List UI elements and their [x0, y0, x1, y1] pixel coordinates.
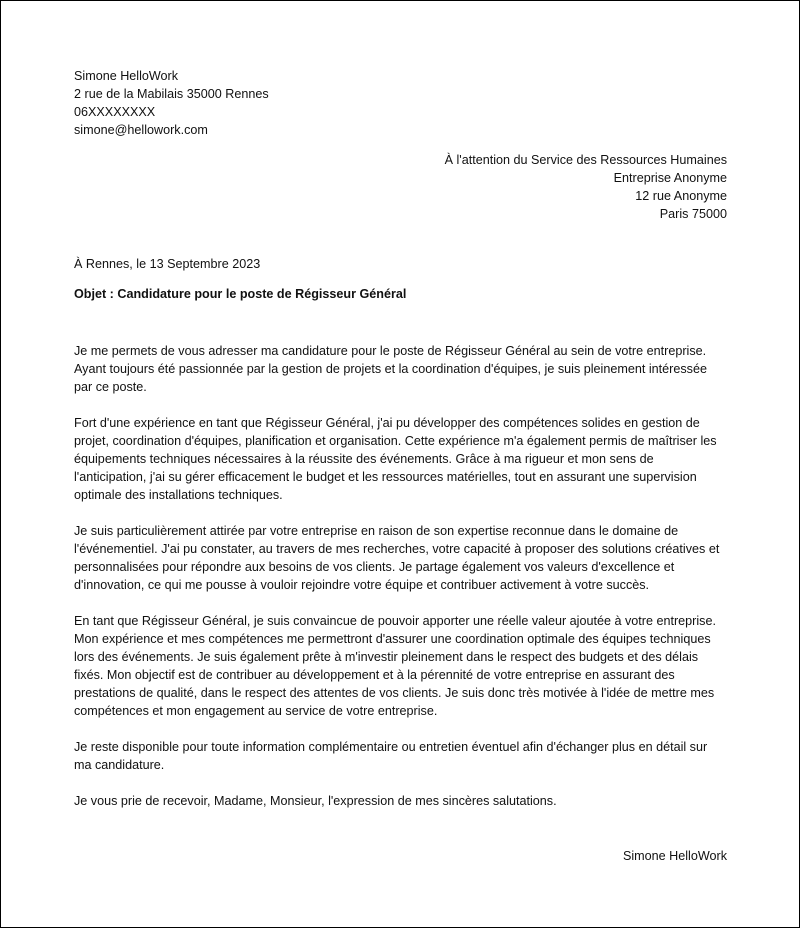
body-paragraph-experience: Fort d'une expérience en tant que Régisseur Général, j'ai pu développer des compétences solides en gestion de projet, coordination d'équipes, planification et organisation. Cette expérience m'a également permis de maîtriser les équipements techniques nécessaires à la réussite des événements. Grâce à ma rigueur et mon sens de l'anticipation, j'ai su gérer efficacement le budget et les ressources matérielles, tout en assurant une supervision optimale des installations techniques. — [74, 416, 717, 502]
body-paragraph-closing: Je vous prie de recevoir, Madame, Monsieur, l'expression de mes sincères salutations. — [74, 794, 557, 808]
body-paragraph-motivation: Je suis particulièrement attirée par votre entreprise en raison de son expertise reconnue dans le domaine de l'événementiel. J'ai pu constater, au travers de mes recherches, votre capacité à proposer des solutions créatives et personnalisées pour répondre aux besoins de vos clients. Je partage également vos valeurs d'excellence et d'innovation, ce qui me pousse à vouloir rejoindre votre équipe et contribuer activement à votre succès. — [74, 524, 720, 592]
sender-email: simone@hellowork.com — [74, 123, 208, 137]
sender-block — [74, 67, 727, 139]
recipient-city: Paris 75000 — [659, 207, 727, 221]
letter-body — [74, 342, 727, 828]
date-line: À Rennes, le 13 Septembre 2023 — [74, 257, 261, 271]
sender-phone: 06XXXXXXXX — [74, 105, 156, 119]
recipient-attention: À l'attention du Service des Ressources Humaines — [444, 153, 727, 167]
sender-address: 2 rue de la Mabilais 35000 Rennes — [74, 87, 269, 101]
body-paragraph-value: En tant que Régisseur Général, je suis convaincue de pouvoir apporter une réelle valeur ajoutée à votre entreprise. Mon expérience et mes compétences me permettront d'assurer une coordination optimale des équipes techniques lors des événements. Je suis également prête à m'investir pleinement dans le respect des budgets et des délais fixés. Mon objectif est de contribuer au développement et à la pérennité de votre entreprise en assurant des prestations de qualité, dans le respect des attentes de vos clients. Je suis donc très motivée à l'idée de mettre mes compétences et mon engagement au service de votre entreprise. — [74, 614, 716, 718]
sender-name: Simone HelloWork — [74, 69, 179, 83]
signature: Simone HelloWork — [622, 849, 727, 863]
recipient-company: Entreprise Anonyme — [613, 171, 727, 185]
recipient-street: 12 rue Anonyme — [635, 189, 727, 203]
recipient-block — [74, 151, 727, 223]
subject-line: Objet : Candidature pour le poste de Régisseur Général — [74, 287, 407, 301]
body-paragraph-availability: Je reste disponible pour toute information complémentaire ou entretien éventuel afin d'échanger plus en détail sur ma candidature. — [74, 740, 708, 772]
body-paragraph-introduction: Je me permets de vous adresser ma candidature pour le poste de Régisseur Général au sein de votre entreprise. Ayant toujours été passionnée par la gestion de projets et la coordination d'équipes, je suis pleinement intéressée par ce poste. — [74, 344, 707, 394]
